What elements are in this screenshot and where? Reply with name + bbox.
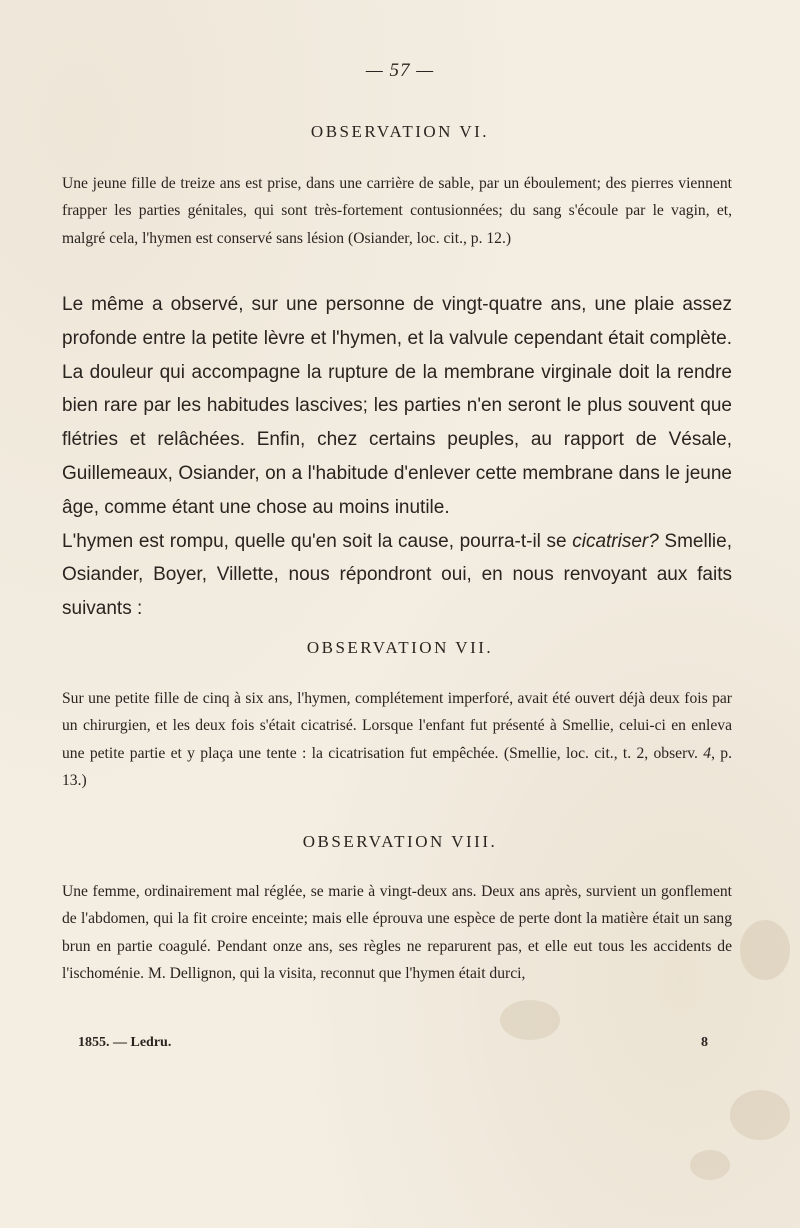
page-number: — 57 — xyxy=(365,60,435,81)
observation-6-paragraph: Une jeune fille de treize ans est prise, dans une carrière de sable, par un éboulement; des pierres viennent frapper les parties génitales, qui sont très-fortement contusionnées; du sang s'écoule par le vagin, et, malgré cela, l'hymen est conservé sans lésion (Osiander, loc. cit., p. 12.) xyxy=(62,175,732,247)
foxing-stain xyxy=(740,920,790,980)
main-text xyxy=(62,288,732,626)
main-paragraph-1: Le même a observé, sur une personne de vingt-quatre ans, une plaie assez profonde entre la petite lèvre et l'hymen, et la valvule cependant était complète. La douleur qui accompagne la rupture de la membrane virginale doit la rendre bien rare par les habitudes lascives; les parties n'en seront le plus souvent que flétries et relâchées. Enfin, chez certains peuples, au rapport de Vésale, Guillemeaux, Osiander, on a l'habitude d'enlever cette membrane dans le jeune âge, comme étant une chose au moins inutile. xyxy=(62,294,732,518)
foxing-stain xyxy=(690,1150,730,1180)
page-footer xyxy=(78,1035,708,1051)
observation-8-heading: OBSERVATION VIII. xyxy=(302,832,498,851)
observation-7-heading: OBSERVATION VII. xyxy=(306,638,494,657)
observation-7-text-start: Sur une petite fille de cinq à six ans, l'hymen, complétement imperforé, avait été ouvert déjà deux fois par un chirurgien, et les deux fois s'était cicatrisé. Lorsque l'enfant fut présenté à Smellie, celui-ci en enleva une petite partie et y plaça une tente : la cicatrisation fut empêchée. (Smellie, loc. cit., t. 2, observ. xyxy=(62,690,732,762)
footer-signature-number: 8 xyxy=(701,1035,708,1050)
main-paragraph-2-italic: cicatriser? xyxy=(572,530,659,552)
observation-6-text xyxy=(62,170,732,252)
observation-8-paragraph: Une femme, ordinairement mal réglée, se marie à vingt-deux ans. Deux ans après, survient un gonflement de l'abdomen, qui la fit croire enceinte; mais elle éprouva une espèce de perte dont la matière était un sang brun en partie coagulé. Pendant onze ans, ses règles ne reparurent pas, et elle eut tous les accidents de l'ischoménie. M. Dellignon, qui la visita, reconnut que l'hymen était durci, xyxy=(62,883,732,982)
observation-7-text-italic: 4 xyxy=(703,744,712,762)
foxing-stain xyxy=(500,1000,560,1040)
foxing-stain xyxy=(730,1090,790,1140)
main-paragraph-2 xyxy=(62,525,732,626)
observation-7-text xyxy=(62,685,732,794)
observation-8-text xyxy=(62,878,732,987)
observation-6-heading: OBSERVATION VI. xyxy=(310,122,490,141)
main-paragraph-2-start: L'hymen est rompu, quelle qu'en soit la cause, pourra-t-il se xyxy=(62,530,573,552)
observation-7-text-end: , p. 13.) xyxy=(62,744,732,789)
observation-7-paragraph xyxy=(62,685,732,794)
main-paragraph-2-end: Smellie, Osiander, Boyer, Villette, nous répondront oui, en nous renvoyant aux faits suivants : xyxy=(62,530,732,620)
footer-signature-left: 1855. — Ledru. xyxy=(78,1035,172,1050)
